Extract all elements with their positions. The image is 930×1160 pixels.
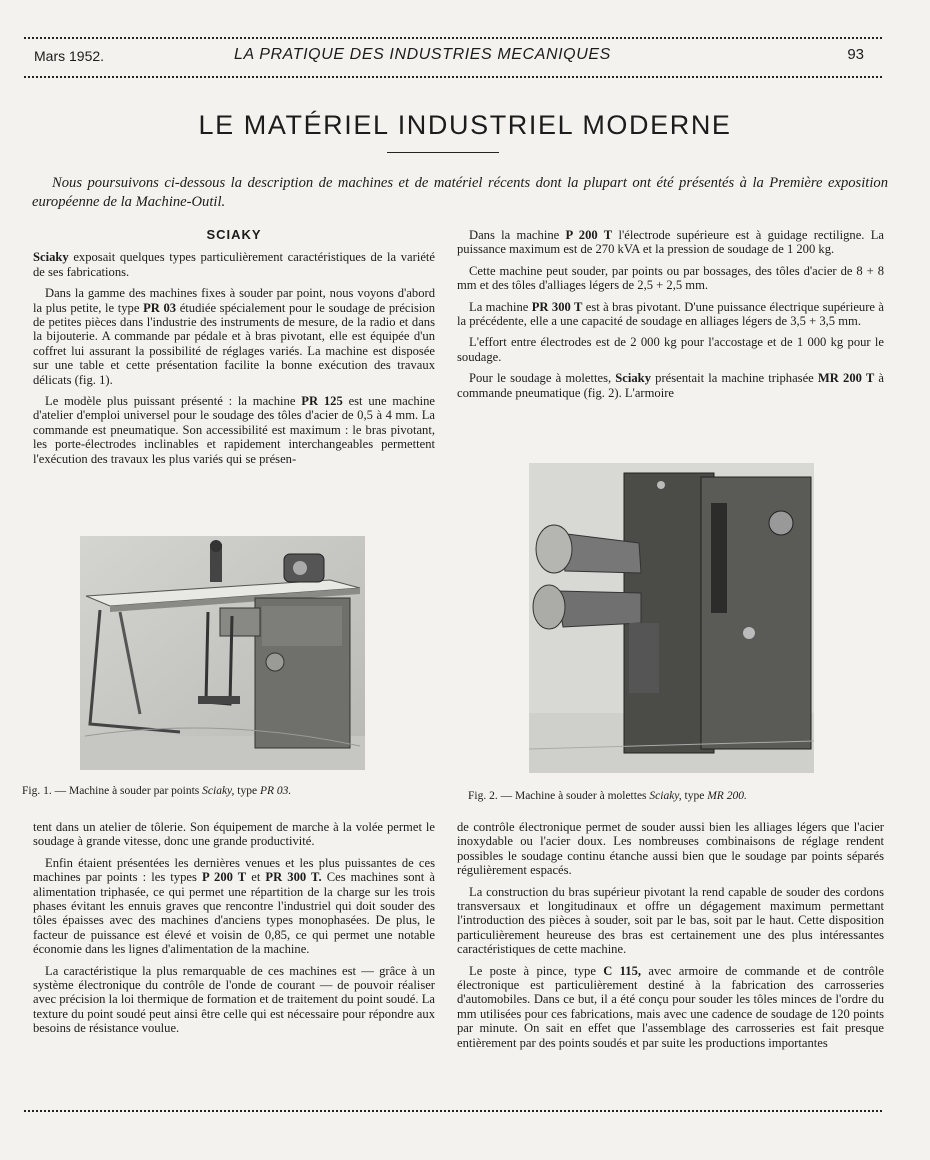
paragraph: La caractéristique la plus remarquable de ces machines est — grâce à un système électronique du contrôle de l'onde de courant — de pouvoir réaliser avec précision la loi thermique de formation et de traitement du point soudé. La texture du point soudé peut ainsi être celle qui est nécessaire pour répondre aux besoins de résistance voulue. <box>33 963 435 1036</box>
title-underline <box>387 152 499 153</box>
model-name: PR 03 <box>143 300 177 315</box>
paragraph: Sciaky exposait quelques types particulièrement caractéristiques de la variété de ses fabrications. <box>33 250 435 279</box>
model-name: PR 125 <box>301 394 343 409</box>
column-1 <box>33 228 435 473</box>
paragraph: Cette machine peut souder, par points ou par bossages, des tôles d'acier de 8 + 8 mm et des tôles d'alliages légers de 2,5 + 2,5 mm. <box>457 263 884 293</box>
paragraph: La construction du bras supérieur pivotant la rend capable de souder des cordons transversaux et longitudinaux et offre un dégagement maximum permettant l'introduction des pièces à souder, soit par le bas, soit par le haut. Cette disposition particulièrement heureuse des bras est certainement une des plus intéressantes caractéristiques de cette machine. <box>457 884 884 957</box>
model-name: P 200 T <box>565 228 613 242</box>
model-name: C 115, <box>603 963 642 978</box>
figure-1-photo <box>80 536 365 770</box>
paragraph: La machine PR 300 T est à bras pivotant. D'une puissance électrique supérieure à la précédente, elle a une capacité de soudage en alliages légers de 3,5 + 3,5 mm. <box>457 299 884 329</box>
model-name: PR 300 T. <box>265 870 322 885</box>
section-heading: SCIAKY <box>206 227 262 242</box>
figure-2-caption: Fig. 2. — Machine à souder à molettes Sciaky, type MR 200. <box>468 790 747 802</box>
footer-rule <box>24 1110 882 1112</box>
paragraph: L'effort entre électrodes est de 2 000 kg pour l'accostage et de 1 000 kg pour le soudage. <box>457 335 884 364</box>
column-2 <box>457 228 884 407</box>
model-name: MR 200 T <box>817 371 875 386</box>
paragraph: tent dans un atelier de tôlerie. Son équipement de marche à la volée permet le soudage à grande vitesse, donc une grande productivité. <box>33 820 435 849</box>
header-bottom-rule <box>24 76 882 78</box>
paragraph: Dans la gamme des machines fixes à souder par point, nous voyons d'abord la plus petite, le type PR 03 étudiée spécialement pour le soudage de précision de petites pièces dans l'industrie des instruments de mesure, de la radio et dans la bijouterie. A commande par pédale et à bras pivotant, elle est équipée d'un coffret lui assurant la possibilité de réglages variés. La machine est disposée sur une table et cette présentation facilite la bonne exécution des travaux délicats (fig. 1). <box>33 286 435 387</box>
article-title: LE MATÉRIEL INDUSTRIEL MODERNE <box>198 110 732 140</box>
brand-name: Sciaky <box>33 250 69 265</box>
running-header <box>24 44 882 70</box>
paragraph: Enfin étaient présentées les dernières venues et les plus puissantes de ces machines par points : les types P 200 T et PR 300 T. Ces machines sont à alimentation triphasée, ce qui permet une répartition de la charge sur les trois phases évitant les ennuis graves que rencontre l'industriel qui doit souder des tôles épaisses avec des machines d'anciens types monophasées. De plus, le facteur de puissance est élevé et voisin de 0,85, ce qui permet une notable économie dans les lignes d'alimentation de la machine. <box>33 855 435 957</box>
paragraph: Dans la machine P 200 T l'électrode supérieure est à guidage rectiligne. La puissance maximum est de 270 kVA et la pression de soudage de 1 200 kg. <box>457 228 884 257</box>
column-3 <box>33 820 435 1043</box>
paragraph: Pour le soudage à molettes, Sciaky présentait la machine triphasée MR 200 T à commande pneumatique (fig. 2). L'armoire <box>457 371 885 400</box>
brand-name: Sciaky <box>615 371 651 386</box>
header-top-rule <box>24 37 882 39</box>
paragraph: Le modèle plus puissant présenté : la machine PR 125 est une machine d'atelier d'emploi universel pour le soudage des tôles d'acier de 0,5 à 4 mm. La commande est pneumatique. Son accessibilité est maximum : le bras pivotant, les porte-électrodes inclinables et rapidement interchangeables permettent l'exécution des travaux les plus variés qui se présen- <box>33 394 435 466</box>
paragraph: Le poste à pince, type C 115, avec armoire de commande et de contrôle électronique est particulièrement destiné à la fabrication des carrosseries d'automobiles. Dans ce but, il a été conçu pour souder les tôles minces de l'ordre du mm utilisées pour ces fabrications, mais avec une cadence de soudage de 120 points par minute. On sait en effet que l'assemblage des carrosseries est fait presque entièrement par des points soudés et par suite les productions importantes <box>457 963 884 1050</box>
figure-1-caption: Fig. 1. — Machine à souder par points Sciaky, type PR 03. <box>22 785 292 797</box>
issue-date: Mars 1952. <box>34 48 105 64</box>
column-4 <box>457 820 884 1057</box>
page-number: 93 <box>847 46 864 63</box>
figure-2-photo <box>529 463 814 773</box>
intro-paragraph: Nous poursuivons ci-dessous la description de machines et de matériel récents dont la plupart ont été présentés à la Première exposition européenne de la Machine-Outil. <box>32 175 888 210</box>
journal-title: LA PRATIQUE DES INDUSTRIES MECANIQUES <box>234 46 611 63</box>
model-name: P 200 T <box>201 870 247 885</box>
model-name: PR 300 T <box>531 299 583 314</box>
paragraph: de contrôle électronique permet de souder aussi bien les alliages légers que l'acier inoxydable ou l'acier doux. Les nombreuses combinaisons de réglage rendent possibles le soudage continu étanche aussi bien que le soudage par points séparés régulièrement espacés. <box>457 820 884 878</box>
